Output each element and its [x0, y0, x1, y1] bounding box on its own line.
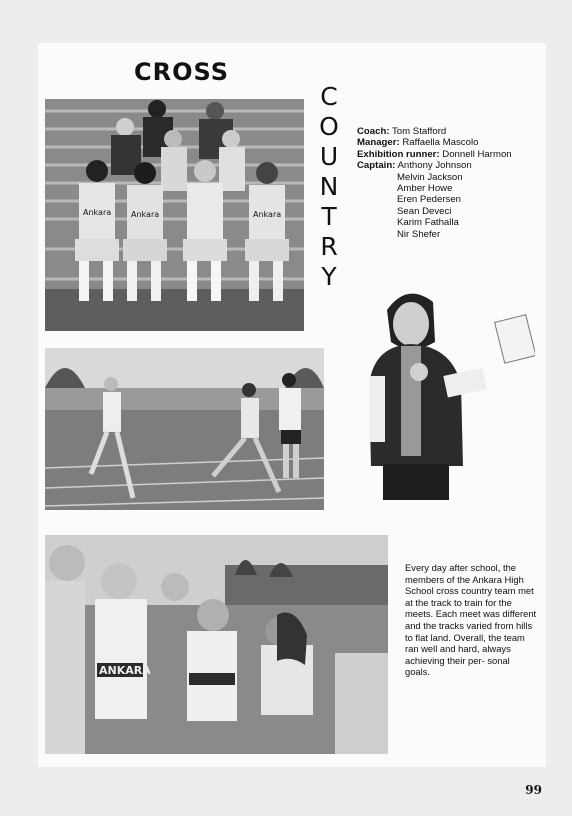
- page-number: 99: [525, 783, 542, 797]
- country-letter: T: [321, 202, 337, 231]
- roster-member: Eren Pedersen: [397, 194, 461, 206]
- jersey-text: ANKARA: [99, 664, 151, 677]
- roster-manager: Manager: Raffaella Mascolo: [357, 137, 479, 149]
- stretching-photo: [45, 535, 388, 754]
- team-roster: [357, 126, 512, 240]
- roster-captain: Captain: Anthony Johnson: [357, 160, 472, 172]
- stretching-image: [45, 535, 388, 754]
- roster-member: Sean Deveci: [397, 205, 452, 217]
- country-letter: Y: [321, 262, 337, 291]
- country-letter: C: [320, 82, 338, 111]
- title-cross: CROSS: [134, 58, 229, 86]
- roster-exhibition-runner: Exhibition runner: Donnell Harmon: [357, 148, 512, 160]
- team-photo-image: [45, 99, 304, 331]
- title-country-vertical: [318, 82, 340, 292]
- country-letter: N: [319, 172, 339, 201]
- track-running-image: [45, 348, 324, 510]
- manager-portrait-photo: [363, 286, 535, 500]
- manager-portrait-image: [363, 286, 535, 500]
- roster-member: Melvin Jackson: [397, 171, 463, 183]
- roster-member: Amber Howe: [397, 183, 453, 195]
- roster-member: Nir Shefer: [397, 228, 441, 240]
- roster-member: Karim Fathalla: [397, 217, 459, 229]
- track-running-photo: [45, 348, 324, 510]
- team-photo: [45, 99, 304, 331]
- country-letter: O: [319, 112, 339, 141]
- country-letter: U: [319, 142, 339, 171]
- jersey-text: Ankara: [83, 208, 112, 217]
- jersey-text: Ankara: [131, 210, 160, 219]
- roster-coach: Coach: Tom Stafford: [357, 126, 447, 137]
- photo-caption: Every day after school, the members of the Ankara High School cross country team met at the track to train for the meets. Each meet was different and the tracks varied from hills to flat land. Overall, the team ran well and hard, always achieving their per- sonal goals.: [405, 562, 537, 678]
- jersey-text: Ankara: [253, 210, 282, 219]
- country-letter: R: [320, 232, 338, 261]
